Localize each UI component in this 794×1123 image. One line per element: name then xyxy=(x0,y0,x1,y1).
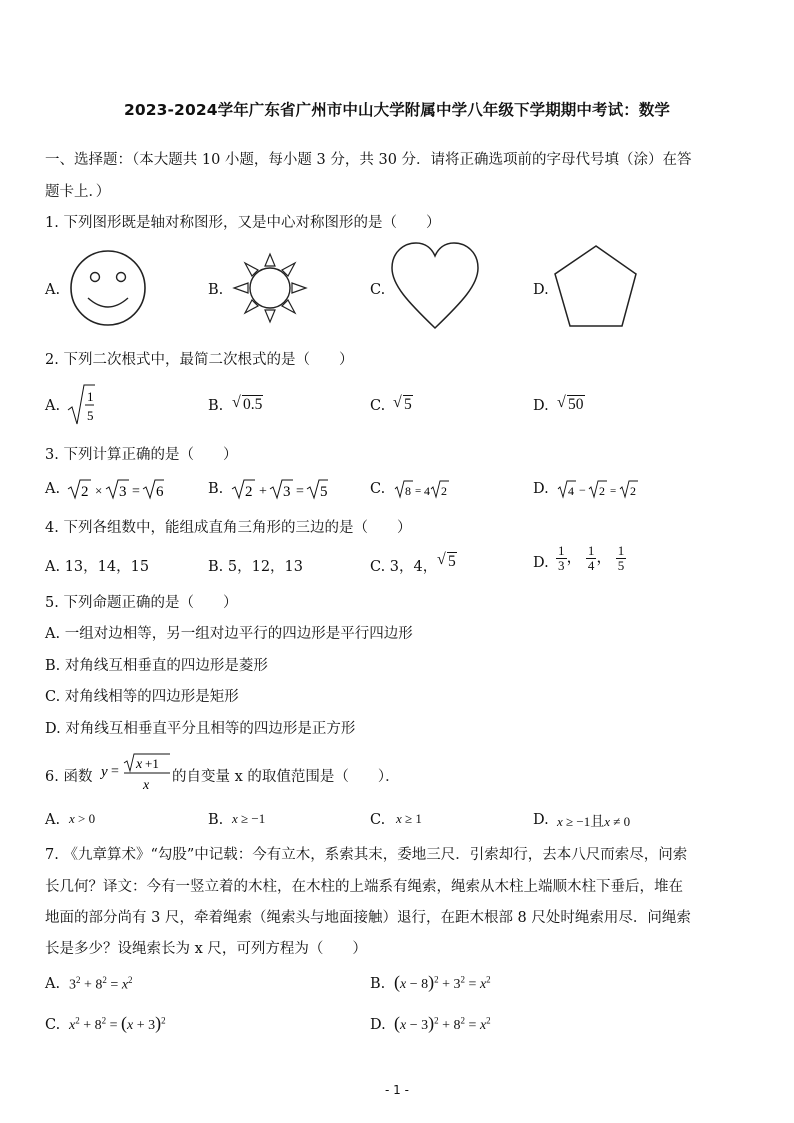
svg-text:3: 3 xyxy=(119,484,127,500)
q7-line3: 地面的部分尚有 3 尺，牵着绳索（绳索头与地面接触）退行，在距木根部 8 尺处时绳索用尽．问绳索 xyxy=(45,910,691,926)
q1-option-d-label: D. xyxy=(533,282,549,298)
q6-option-a-label: A. xyxy=(45,812,61,828)
q2-d-radicand: 50 xyxy=(568,396,584,413)
q3-option-d-expr xyxy=(556,478,646,500)
heart-icon xyxy=(388,240,482,332)
q6-suffix: 的自变量 x 的取值范围是（ ）． xyxy=(172,769,400,785)
q2-option-d-label: D. xyxy=(533,398,549,414)
q7-option-a-expr: $3^2 + 8^2 = x^2$ xyxy=(69,975,133,993)
section-instructions-line1: 一、选择题：（本大题共 10 小题，每小题 3 分，共 30 分．请将正确选项前的字母代号填（涂）在答 xyxy=(45,152,692,168)
page-number: - 1 - xyxy=(385,1083,409,1097)
q1-option-b-label: B. xyxy=(208,282,224,298)
q7-option-a-label: A. xyxy=(45,976,61,992)
q1-stem: 1. 下列图形既是轴对称图形，又是中心对称图形的是（ ） xyxy=(45,215,441,231)
q7-option-d-expr: $(x - 3)^2 + 8^2 = x^2$ xyxy=(394,1013,491,1033)
q4-option-d-fracs: $\frac{1}{3}$ ， $\frac{1}{4}$ ， $\frac{1}{5}$ xyxy=(558,543,625,573)
svg-text:2: 2 xyxy=(245,484,253,500)
q6-option-d-label: D. xyxy=(533,812,549,828)
svg-text:x: x xyxy=(136,757,143,772)
q2-option-b-expr: √ 0.5 xyxy=(232,394,263,413)
sun-icon xyxy=(228,246,312,330)
svg-text:+1: +1 xyxy=(145,756,159,771)
q6-function-expr xyxy=(100,752,172,794)
q7-option-b-expr: $(x - 8)^2 + 3^2 = x^2$ xyxy=(394,972,491,992)
q5-option-b: B. 对角线互相垂直的四边形是菱形 xyxy=(45,658,268,674)
svg-text:=: = xyxy=(610,485,617,497)
q3-stem: 3. 下列计算正确的是（ ） xyxy=(45,447,238,463)
svg-text:2: 2 xyxy=(81,484,89,500)
svg-text:2: 2 xyxy=(441,484,447,498)
q3-option-b-expr xyxy=(230,476,330,502)
q4-option-c: C. 3，4， xyxy=(370,559,438,575)
q6-option-c-label: C. xyxy=(370,812,386,828)
svg-text:8: 8 xyxy=(405,484,411,498)
q2-option-d-expr: √ 50 xyxy=(557,394,584,413)
q3-option-c-expr xyxy=(393,478,463,500)
q4-c-radicand: 5 xyxy=(448,553,456,570)
svg-text:=: = xyxy=(415,485,422,497)
q3-option-c-label: C. xyxy=(370,481,386,497)
q4-stem: 4. 下列各组数中，能组成直角三角形的三边的是（ ） xyxy=(45,520,412,536)
q1-option-a-label: A. xyxy=(45,282,61,298)
q2-a-numerator: 1 xyxy=(87,389,94,404)
q3-option-d-label: D. xyxy=(533,481,549,497)
svg-text:2: 2 xyxy=(630,484,636,498)
pentagon-icon xyxy=(552,243,640,331)
q7-line1: 7. 《九章算术》“勾股”中记载：今有立木，系索其末，委地三尺．引索却行，去本八尺而索尽，问索 xyxy=(45,847,688,863)
svg-text:=: = xyxy=(132,484,140,499)
q5-option-d: D. 对角线互相垂直平分且相等的四边形是正方形 xyxy=(45,721,356,737)
q2-b-radicand: 0.5 xyxy=(243,396,263,413)
q7-option-d-label: D. xyxy=(370,1017,386,1033)
q4-option-d-label: D. xyxy=(533,555,549,571)
svg-text:3: 3 xyxy=(283,484,291,500)
q7-option-c-label: C. xyxy=(45,1017,61,1033)
q3-option-b-label: B. xyxy=(208,481,224,497)
svg-text:x: x xyxy=(143,778,150,793)
q5-stem: 5. 下列命题正确的是（ ） xyxy=(45,595,238,611)
q6-option-a-expr: x > 0 xyxy=(69,811,96,826)
svg-text:+: + xyxy=(259,484,267,499)
svg-text:−: − xyxy=(579,483,586,497)
q7-line4: 长是多少？设绳索长为 x 尺，可列方程为（ ） xyxy=(45,941,367,957)
q2-option-b-label: B. xyxy=(208,398,224,414)
q5-option-c: C. 对角线相等的四边形是矩形 xyxy=(45,689,239,705)
q7-option-c-expr: $x^2 + 8^2 = (x + 3)^2$ xyxy=(69,1013,166,1033)
svg-text:y: y xyxy=(101,764,108,780)
q6-option-b-label: B. xyxy=(208,812,224,828)
svg-text:5: 5 xyxy=(320,484,328,500)
q4-option-c-sqrt: √ 5 xyxy=(437,551,456,570)
q4-option-a: A. 13，14，15 xyxy=(45,559,150,575)
q6-option-b-expr: x ≥ −1 xyxy=(232,811,266,826)
svg-text:=: = xyxy=(111,764,119,779)
q2-stem: 2. 下列二次根式中，最简二次根式的是（ ） xyxy=(45,352,354,368)
q6-option-d-expr: x ≥ −1且x ≠ 0 xyxy=(557,814,631,830)
q7-option-b-label: B. xyxy=(370,976,386,992)
q5-option-a: A. 一组对边相等，另一组对边平行的四边形是平行四边形 xyxy=(45,626,413,642)
q2-option-c-expr: √ 5 xyxy=(393,394,412,413)
svg-text:6: 6 xyxy=(156,484,164,500)
q7-line2: 长几何？译文：今有一竖立着的木柱，在木柱的上端系有绳索，绳索从木柱上端顺木柱下垂后，堆在 xyxy=(45,879,683,895)
q3-option-a-label: A. xyxy=(45,481,61,497)
section-instructions-line2: 题卡上．） xyxy=(45,184,111,200)
svg-text:4: 4 xyxy=(424,484,430,498)
q2-option-a-label: A. xyxy=(45,398,61,414)
q6-d-and: 且 xyxy=(590,814,605,830)
q1-option-c-label: C. xyxy=(370,282,386,298)
q6-option-c-expr: x ≥ 1 xyxy=(396,811,422,826)
q2-option-c-label: C. xyxy=(370,398,386,414)
q6-prefix: 6. 函数 xyxy=(45,769,93,785)
smiley-face-icon xyxy=(66,246,150,330)
svg-text:4: 4 xyxy=(568,484,574,498)
q2-c-radicand: 5 xyxy=(404,396,412,413)
q2-a-denominator: 5 xyxy=(87,408,94,423)
q3-option-a-expr xyxy=(66,476,166,502)
svg-text:=: = xyxy=(296,484,304,499)
q2-option-a-sqrt xyxy=(66,382,96,428)
page-title: 2023-2024学年广东省广州市中山大学附属中学八年级下学期期中考试：数学 xyxy=(123,101,670,119)
svg-text:×: × xyxy=(95,483,103,498)
svg-text:2: 2 xyxy=(599,484,605,498)
q4-option-b: B. 5，12，13 xyxy=(208,559,304,575)
